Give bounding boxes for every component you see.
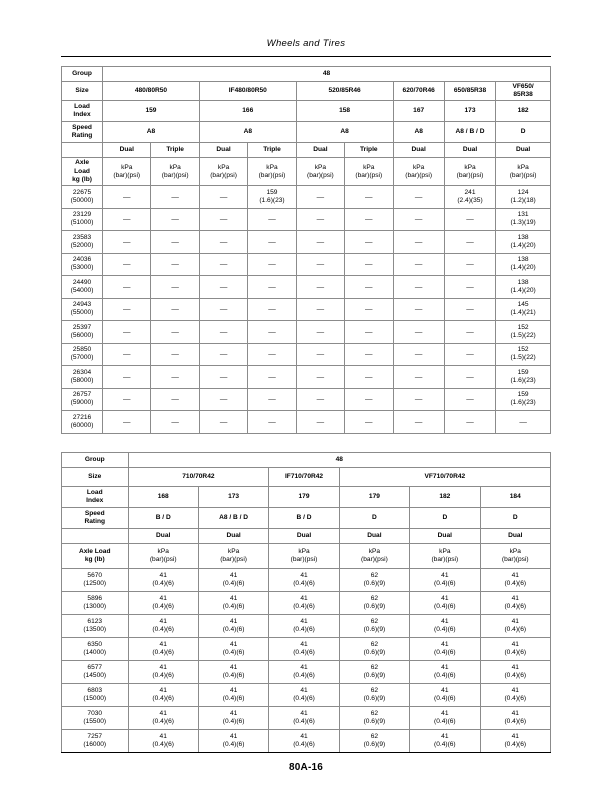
table-row (62, 684, 551, 707)
cell-pressure: 41 (0.4)(6) (128, 592, 198, 615)
cell-axle-load: 23129 (51000) (62, 208, 103, 231)
cell-pressure: — (345, 231, 393, 254)
cell-pressure: 152 (1.5)(22) (496, 343, 551, 366)
cell-pressure: — (296, 411, 344, 434)
value-size-2: 520/85R46 (296, 82, 393, 101)
cell-pressure: 41 (0.4)(6) (480, 707, 550, 730)
cell-pressure: 41 (0.4)(6) (410, 569, 480, 592)
cell-pressure: — (248, 253, 296, 276)
cell-pressure: — (103, 321, 151, 344)
cell-pressure: — (345, 388, 393, 411)
table-row (62, 569, 551, 592)
cell-pressure: 41 (0.4)(6) (198, 684, 268, 707)
table-row (62, 276, 551, 299)
value-configuration-2: Dual (199, 143, 247, 158)
cell-pressure: 41 (0.4)(6) (128, 569, 198, 592)
table-row (62, 661, 551, 684)
cell-pressure: 241 (2.4)(35) (444, 186, 495, 209)
cell-axle-load: 22675 (50000) (62, 186, 103, 209)
value-size-5: VF650/ 85R38 (496, 82, 551, 101)
cell-pressure: — (248, 343, 296, 366)
cell-pressure: — (345, 366, 393, 389)
value-load-index-1: 166 (199, 101, 296, 122)
cell-pressure: — (444, 231, 495, 254)
cell-pressure: 41 (0.4)(6) (128, 638, 198, 661)
cell-pressure: 138 (1.4)(20) (496, 253, 551, 276)
cell-pressure: — (199, 388, 247, 411)
table-row (62, 298, 551, 321)
cell-pressure: — (248, 366, 296, 389)
cell-pressure: — (296, 388, 344, 411)
value-speed-rating-5: D (496, 122, 551, 143)
cell-pressure: 41 (0.4)(6) (269, 730, 339, 753)
cell-pressure: — (296, 366, 344, 389)
cell-axle-load: 24943 (55000) (62, 298, 103, 321)
value-speed-rating-3: A8 (393, 122, 444, 143)
cell-pressure: 41 (0.4)(6) (480, 569, 550, 592)
value-speed-rating-2: A8 (296, 122, 393, 143)
cell-pressure: — (296, 276, 344, 299)
value-configuration-0: Dual (128, 529, 198, 544)
label-pressure-unit-4: kPa (bar)(psi) (296, 158, 344, 186)
cell-pressure: 138 (1.4)(20) (496, 276, 551, 299)
header-row-configuration (62, 529, 551, 544)
value-configuration-4: Dual (296, 143, 344, 158)
cell-axle-load: 26757 (59000) (62, 388, 103, 411)
cell-axle-load: 5670 (12500) (62, 569, 129, 592)
cell-pressure: — (248, 388, 296, 411)
value-speed-rating-5: D (480, 508, 550, 529)
cell-pressure: — (393, 388, 444, 411)
value-size-2: VF710/70R42 (339, 468, 550, 487)
cell-pressure: — (151, 298, 199, 321)
cell-pressure: — (103, 231, 151, 254)
table-row (62, 638, 551, 661)
cell-pressure: 41 (0.4)(6) (480, 730, 550, 753)
cell-axle-load: 25397 (56000) (62, 321, 103, 344)
cell-pressure: — (444, 298, 495, 321)
cell-pressure: — (103, 298, 151, 321)
cell-pressure: — (345, 343, 393, 366)
cell-pressure: 41 (0.4)(6) (410, 684, 480, 707)
cell-pressure: — (345, 208, 393, 231)
cell-pressure: — (151, 411, 199, 434)
label-speed-rating: Speed Rating (62, 122, 103, 143)
label-pressure-unit-8: kPa (bar)(psi) (496, 158, 551, 186)
cell-pressure: — (393, 231, 444, 254)
table-row (62, 411, 551, 434)
cell-pressure: — (103, 186, 151, 209)
cell-pressure: — (199, 321, 247, 344)
cell-pressure: 41 (0.4)(6) (410, 638, 480, 661)
cell-pressure: — (151, 343, 199, 366)
cell-pressure: 41 (0.4)(6) (128, 707, 198, 730)
cell-pressure: 41 (0.4)(6) (410, 615, 480, 638)
running-footer (61, 757, 551, 775)
value-speed-rating-0: A8 (103, 122, 200, 143)
table-row (62, 388, 551, 411)
cell-axle-load: 24490 (54000) (62, 276, 103, 299)
header-row-speed-rating (62, 508, 551, 529)
value-configuration-1: Triple (151, 143, 199, 158)
cell-pressure: — (248, 276, 296, 299)
label-pressure-unit-3: kPa (bar)(psi) (339, 544, 409, 569)
cell-pressure: 124 (1.2)(18) (496, 186, 551, 209)
value-configuration-8: Dual (496, 143, 551, 158)
cell-pressure: 62 (0.6)(9) (339, 684, 409, 707)
cell-pressure: 41 (0.4)(6) (269, 684, 339, 707)
label-group: Group (62, 453, 129, 468)
cell-pressure: 145 (1.4)(21) (496, 298, 551, 321)
value-configuration-5: Triple (345, 143, 393, 158)
cell-pressure: 41 (0.4)(6) (480, 684, 550, 707)
cell-pressure: — (444, 276, 495, 299)
cell-pressure: — (103, 253, 151, 276)
cell-axle-load: 6123 (13500) (62, 615, 129, 638)
cell-pressure: 62 (0.6)(9) (339, 615, 409, 638)
value-group: 48 (103, 67, 551, 82)
header-row-size (62, 468, 551, 487)
header-row-group (62, 67, 551, 82)
value-speed-rating-1: A8 / B / D (198, 508, 268, 529)
value-configuration-6: Dual (393, 143, 444, 158)
header-row-configuration (62, 143, 551, 158)
value-load-index-4: 173 (444, 101, 495, 122)
cell-axle-load: 7257 (16000) (62, 730, 129, 753)
label-speed-rating: Speed Rating (62, 508, 129, 529)
cell-pressure: — (393, 253, 444, 276)
cell-pressure: 131 (1.3)(19) (496, 208, 551, 231)
table-row (62, 231, 551, 254)
cell-pressure: 41 (0.4)(6) (128, 661, 198, 684)
table-row (62, 321, 551, 344)
cell-pressure: 41 (0.4)(6) (128, 730, 198, 753)
value-configuration-2: Dual (269, 529, 339, 544)
cell-pressure: — (296, 298, 344, 321)
cell-pressure: — (151, 253, 199, 276)
cell-pressure: 62 (0.6)(9) (339, 569, 409, 592)
cell-pressure: 62 (0.6)(9) (339, 638, 409, 661)
cell-pressure: — (496, 411, 551, 434)
value-speed-rating-1: A8 (199, 122, 296, 143)
table-row (62, 343, 551, 366)
cell-pressure: — (199, 253, 247, 276)
cell-pressure: — (199, 366, 247, 389)
cell-pressure: 62 (0.6)(9) (339, 707, 409, 730)
value-load-index-0: 159 (103, 101, 200, 122)
cell-pressure: 41 (0.4)(6) (128, 615, 198, 638)
cell-pressure: — (151, 388, 199, 411)
cell-axle-load: 25850 (57000) (62, 343, 103, 366)
label-configuration-blank (62, 143, 103, 158)
cell-pressure: — (393, 186, 444, 209)
cell-pressure: 62 (0.6)(9) (339, 661, 409, 684)
cell-pressure: 152 (1.5)(22) (496, 321, 551, 344)
value-configuration-1: Dual (198, 529, 268, 544)
value-load-index-1: 173 (198, 487, 268, 508)
cell-pressure: 41 (0.4)(6) (198, 638, 268, 661)
spec-table-lower (61, 452, 551, 753)
cell-axle-load: 6350 (14000) (62, 638, 129, 661)
cell-pressure: 41 (0.4)(6) (269, 707, 339, 730)
cell-pressure: 41 (0.4)(6) (269, 615, 339, 638)
cell-pressure: 159 (1.6)(23) (496, 388, 551, 411)
cell-pressure: 41 (0.4)(6) (198, 592, 268, 615)
cell-pressure: 41 (0.4)(6) (480, 592, 550, 615)
label-pressure-unit-5: kPa (bar)(psi) (345, 158, 393, 186)
cell-pressure: 41 (0.4)(6) (198, 730, 268, 753)
cell-pressure: — (151, 186, 199, 209)
label-load-index: Load Index (62, 101, 103, 122)
spec-table-upper (61, 66, 551, 434)
tire-pressure-table-2 (61, 452, 551, 753)
value-load-index-0: 168 (128, 487, 198, 508)
value-speed-rating-0: B / D (128, 508, 198, 529)
label-pressure-unit-5: kPa (bar)(psi) (480, 544, 550, 569)
cell-axle-load: 7030 (15500) (62, 707, 129, 730)
label-pressure-unit-0: kPa (bar)(psi) (103, 158, 151, 186)
cell-pressure: 41 (0.4)(6) (410, 707, 480, 730)
value-load-index-4: 182 (410, 487, 480, 508)
cell-pressure: — (444, 411, 495, 434)
label-size: Size (62, 82, 103, 101)
cell-pressure: — (248, 321, 296, 344)
cell-pressure: 41 (0.4)(6) (269, 592, 339, 615)
cell-pressure: — (444, 321, 495, 344)
value-load-index-2: 179 (269, 487, 339, 508)
label-size: Size (62, 468, 129, 487)
cell-pressure: — (345, 253, 393, 276)
cell-pressure: — (444, 388, 495, 411)
cell-pressure: 41 (0.4)(6) (128, 684, 198, 707)
cell-axle-load: 5896 (13000) (62, 592, 129, 615)
cell-pressure: — (296, 253, 344, 276)
cell-pressure: — (345, 411, 393, 434)
header-rule (61, 56, 551, 57)
cell-pressure: — (345, 298, 393, 321)
page-number: 80A-16 (289, 762, 323, 773)
cell-pressure: — (296, 186, 344, 209)
cell-pressure: 159 (1.6)(23) (496, 366, 551, 389)
value-configuration-0: Dual (103, 143, 151, 158)
header-row-speed-rating (62, 122, 551, 143)
cell-pressure: — (103, 343, 151, 366)
value-speed-rating-4: D (410, 508, 480, 529)
cell-pressure: — (393, 343, 444, 366)
cell-pressure: 41 (0.4)(6) (410, 730, 480, 753)
cell-pressure: 41 (0.4)(6) (198, 569, 268, 592)
label-pressure-unit-1: kPa (bar)(psi) (198, 544, 268, 569)
header-row-units (62, 158, 551, 186)
cell-pressure: 41 (0.4)(6) (410, 592, 480, 615)
cell-pressure: — (248, 298, 296, 321)
table-row (62, 615, 551, 638)
cell-pressure: — (103, 388, 151, 411)
cell-pressure: — (199, 411, 247, 434)
cell-pressure: 41 (0.4)(6) (410, 661, 480, 684)
value-size-0: 480/80R50 (103, 82, 200, 101)
cell-pressure: 138 (1.4)(20) (496, 231, 551, 254)
table-row (62, 253, 551, 276)
label-pressure-unit-6: kPa (bar)(psi) (393, 158, 444, 186)
cell-pressure: — (345, 321, 393, 344)
cell-pressure: — (393, 276, 444, 299)
footer-rule (61, 752, 551, 753)
value-load-index-5: 182 (496, 101, 551, 122)
cell-pressure: 159 (1.6)(23) (248, 186, 296, 209)
cell-axle-load: 6803 (15000) (62, 684, 129, 707)
table-row (62, 366, 551, 389)
header-row-size (62, 82, 551, 101)
header-row-load-index (62, 101, 551, 122)
cell-pressure: — (151, 208, 199, 231)
value-speed-rating-4: A8 / B / D (444, 122, 495, 143)
cell-pressure: — (199, 276, 247, 299)
cell-pressure: — (248, 411, 296, 434)
cell-pressure: 41 (0.4)(6) (269, 661, 339, 684)
cell-pressure: — (151, 231, 199, 254)
value-group: 48 (128, 453, 551, 468)
cell-pressure: 62 (0.6)(9) (339, 592, 409, 615)
cell-pressure: — (345, 276, 393, 299)
cell-pressure: 41 (0.4)(6) (269, 569, 339, 592)
table-row (62, 592, 551, 615)
value-speed-rating-3: D (339, 508, 409, 529)
cell-pressure: 41 (0.4)(6) (480, 638, 550, 661)
cell-pressure: — (199, 186, 247, 209)
cell-pressure: 41 (0.4)(6) (198, 615, 268, 638)
cell-pressure: — (103, 411, 151, 434)
cell-pressure: — (296, 321, 344, 344)
cell-pressure: — (393, 366, 444, 389)
cell-pressure: 41 (0.4)(6) (198, 707, 268, 730)
value-size-4: 650/85R38 (444, 82, 495, 101)
header-row-load-index (62, 487, 551, 508)
cell-pressure: 41 (0.4)(6) (480, 615, 550, 638)
value-configuration-3: Triple (248, 143, 296, 158)
value-load-index-3: 167 (393, 101, 444, 122)
label-pressure-unit-2: kPa (bar)(psi) (269, 544, 339, 569)
value-configuration-3: Dual (339, 529, 409, 544)
label-axle-load: Axle Load kg (lb) (62, 158, 103, 186)
cell-pressure: — (248, 208, 296, 231)
header-row-group (62, 453, 551, 468)
cell-axle-load: 26304 (58000) (62, 366, 103, 389)
cell-pressure: — (103, 276, 151, 299)
cell-axle-load: 24036 (53000) (62, 253, 103, 276)
cell-pressure: — (444, 366, 495, 389)
value-load-index-5: 184 (480, 487, 550, 508)
page-title: Wheels and Tires (266, 38, 346, 49)
cell-pressure: — (296, 231, 344, 254)
value-load-index-3: 179 (339, 487, 409, 508)
cell-pressure: — (248, 231, 296, 254)
table-row (62, 208, 551, 231)
value-size-0: 710/70R42 (128, 468, 269, 487)
value-configuration-4: Dual (410, 529, 480, 544)
label-pressure-unit-2: kPa (bar)(psi) (199, 158, 247, 186)
cell-pressure: 41 (0.4)(6) (480, 661, 550, 684)
cell-pressure: — (444, 343, 495, 366)
value-speed-rating-2: B / D (269, 508, 339, 529)
cell-pressure: — (199, 298, 247, 321)
label-pressure-unit-4: kPa (bar)(psi) (410, 544, 480, 569)
cell-pressure: — (393, 321, 444, 344)
label-pressure-unit-0: kPa (bar)(psi) (128, 544, 198, 569)
table-row (62, 730, 551, 753)
value-configuration-7: Dual (444, 143, 495, 158)
cell-axle-load: 27216 (60000) (62, 411, 103, 434)
label-pressure-unit-1: kPa (bar)(psi) (151, 158, 199, 186)
cell-pressure: 41 (0.4)(6) (269, 638, 339, 661)
cell-pressure: — (345, 186, 393, 209)
cell-axle-load: 23583 (52000) (62, 231, 103, 254)
cell-pressure: — (151, 366, 199, 389)
cell-pressure: — (296, 343, 344, 366)
label-load-index: Load Index (62, 487, 129, 508)
cell-pressure: — (393, 208, 444, 231)
label-pressure-unit-7: kPa (bar)(psi) (444, 158, 495, 186)
cell-pressure: — (199, 343, 247, 366)
table-row (62, 707, 551, 730)
table-row (62, 186, 551, 209)
cell-pressure: — (103, 366, 151, 389)
running-header (61, 38, 551, 49)
value-load-index-2: 158 (296, 101, 393, 122)
value-size-1: IF480/80R50 (199, 82, 296, 101)
cell-pressure: 41 (0.4)(6) (198, 661, 268, 684)
value-configuration-5: Dual (480, 529, 550, 544)
cell-pressure: — (199, 208, 247, 231)
label-group: Group (62, 67, 103, 82)
value-size-1: IF710/70R42 (269, 468, 339, 487)
cell-pressure: — (393, 411, 444, 434)
cell-pressure: 62 (0.6)(9) (339, 730, 409, 753)
cell-pressure: — (393, 298, 444, 321)
cell-pressure: — (199, 231, 247, 254)
cell-pressure: — (103, 208, 151, 231)
cell-pressure: — (151, 276, 199, 299)
label-pressure-unit-3: kPa (bar)(psi) (248, 158, 296, 186)
label-configuration-blank (62, 529, 129, 544)
cell-pressure: — (444, 208, 495, 231)
tire-pressure-table-1 (61, 66, 551, 434)
header-row-units (62, 544, 551, 569)
cell-pressure: — (444, 253, 495, 276)
label-axle-load: Axle Load kg (lb) (62, 544, 129, 569)
cell-pressure: — (296, 208, 344, 231)
cell-axle-load: 6577 (14500) (62, 661, 129, 684)
value-size-3: 620/70R46 (393, 82, 444, 101)
cell-pressure: — (151, 321, 199, 344)
